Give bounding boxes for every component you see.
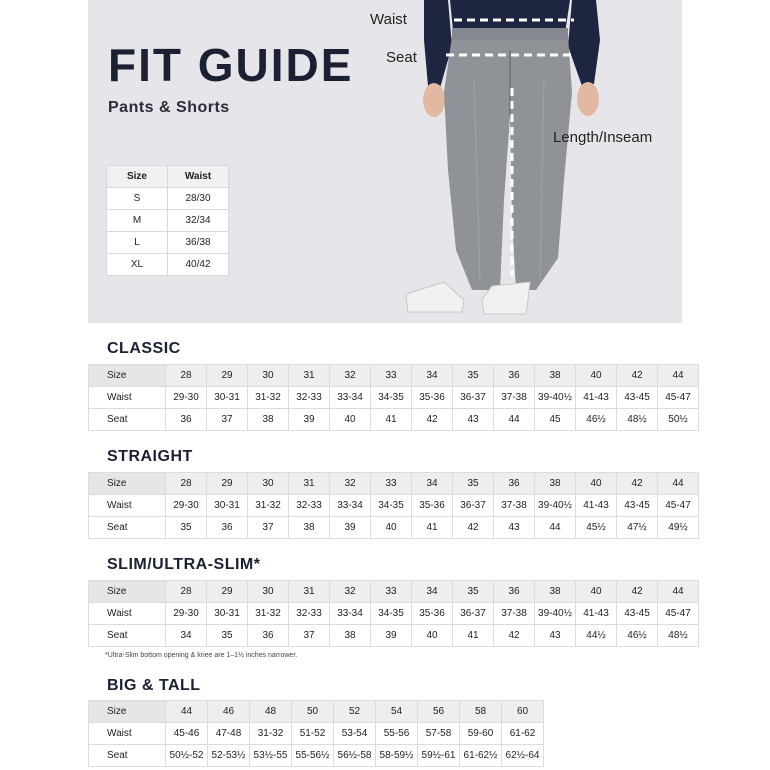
table-cell: 40 bbox=[412, 625, 453, 647]
table-cell: 46½ bbox=[617, 625, 658, 647]
table-cell: 36 bbox=[494, 473, 535, 495]
basic-size-row bbox=[107, 188, 229, 210]
table-cell: 36-37 bbox=[453, 495, 494, 517]
table-cell: 31-32 bbox=[248, 495, 289, 517]
table-cell: 45-46 bbox=[166, 723, 208, 745]
model-pants-illustration bbox=[388, 0, 628, 323]
row-label-cell: Size bbox=[89, 701, 166, 723]
header-cell: Size bbox=[107, 166, 168, 188]
table-cell: 40 bbox=[576, 581, 617, 603]
table-cell: 35 bbox=[453, 581, 494, 603]
left-shoe-shape bbox=[406, 282, 464, 312]
big-tall-title: BIG & TALL bbox=[107, 677, 201, 694]
waist-row bbox=[89, 723, 544, 745]
seat-row bbox=[89, 745, 544, 767]
table-cell: 45-47 bbox=[658, 495, 699, 517]
table-cell: 44 bbox=[658, 581, 699, 603]
table-cell: 38 bbox=[535, 473, 576, 495]
table-cell: 30-31 bbox=[207, 603, 248, 625]
table-cell: 31-32 bbox=[248, 603, 289, 625]
waist-cell: 40/42 bbox=[168, 254, 229, 276]
table-cell: 31-32 bbox=[250, 723, 292, 745]
table-cell: 50 bbox=[292, 701, 334, 723]
table-cell: 29 bbox=[207, 473, 248, 495]
table-cell: 33 bbox=[371, 473, 412, 495]
seat-label: Seat bbox=[386, 49, 417, 66]
table-cell: 29-30 bbox=[166, 387, 207, 409]
table-cell: 32 bbox=[330, 473, 371, 495]
straight-title: STRAIGHT bbox=[107, 448, 193, 465]
table-cell: 35 bbox=[453, 473, 494, 495]
table-cell: 36-37 bbox=[453, 603, 494, 625]
waist-cell: 28/30 bbox=[168, 188, 229, 210]
table-cell: 29-30 bbox=[166, 603, 207, 625]
table-cell: 35-36 bbox=[412, 603, 453, 625]
table-cell: 50½-52 bbox=[166, 745, 208, 767]
table-cell: 53½-55 bbox=[250, 745, 292, 767]
table-cell: 42 bbox=[617, 581, 658, 603]
table-cell: 48½ bbox=[617, 409, 658, 431]
table-cell: 37 bbox=[207, 409, 248, 431]
table-cell: 34 bbox=[166, 625, 207, 647]
table-cell: 44½ bbox=[576, 625, 617, 647]
table-cell: 48½ bbox=[658, 625, 699, 647]
classic-size-table bbox=[88, 364, 699, 431]
waist-row bbox=[89, 603, 699, 625]
table-cell: 45-47 bbox=[658, 603, 699, 625]
pants-shape bbox=[444, 36, 572, 290]
table-cell: 34 bbox=[412, 365, 453, 387]
basic-size-row bbox=[107, 254, 229, 276]
row-label-cell: Seat bbox=[89, 409, 166, 431]
table-cell: 42 bbox=[494, 625, 535, 647]
table-cell: 34-35 bbox=[371, 495, 412, 517]
table-cell: 53-54 bbox=[334, 723, 376, 745]
table-cell: 35 bbox=[166, 517, 207, 539]
size-header-row bbox=[89, 365, 699, 387]
table-cell: 38 bbox=[535, 581, 576, 603]
table-cell: 32 bbox=[330, 365, 371, 387]
table-cell: 32 bbox=[330, 581, 371, 603]
table-cell: 44 bbox=[166, 701, 208, 723]
table-cell: 36 bbox=[494, 365, 535, 387]
table-cell: 31-32 bbox=[248, 387, 289, 409]
table-cell: 33-34 bbox=[330, 495, 371, 517]
slim-title: SLIM/ULTRA-SLIM* bbox=[107, 556, 261, 573]
table-cell: 52 bbox=[334, 701, 376, 723]
row-label-cell: Waist bbox=[89, 723, 166, 745]
table-cell: 37-38 bbox=[494, 495, 535, 517]
basic-size-row bbox=[107, 232, 229, 254]
row-label-cell: Seat bbox=[89, 625, 166, 647]
table-cell: 55-56 bbox=[376, 723, 418, 745]
table-cell: 39-40½ bbox=[535, 603, 576, 625]
row-label-cell: Waist bbox=[89, 603, 166, 625]
table-cell: 33-34 bbox=[330, 603, 371, 625]
table-cell: 61-62½ bbox=[460, 745, 502, 767]
table-cell: 47-48 bbox=[208, 723, 250, 745]
table-cell: 42 bbox=[453, 517, 494, 539]
size-cell: S bbox=[107, 188, 168, 210]
page-subtitle: Pants & Shorts bbox=[108, 99, 230, 116]
table-cell: 47½ bbox=[617, 517, 658, 539]
table-cell: 41 bbox=[412, 517, 453, 539]
right-arm-shape bbox=[568, 0, 600, 86]
table-cell: 33 bbox=[371, 581, 412, 603]
table-cell: 30 bbox=[248, 365, 289, 387]
row-label-cell: Size bbox=[89, 473, 166, 495]
table-cell: 43 bbox=[494, 517, 535, 539]
table-cell: 44 bbox=[658, 365, 699, 387]
table-cell: 49½ bbox=[658, 517, 699, 539]
table-cell: 42 bbox=[617, 365, 658, 387]
seat-row bbox=[89, 625, 699, 647]
table-cell: 59-60 bbox=[460, 723, 502, 745]
big-tall-size-table bbox=[88, 700, 544, 767]
header-cell: Waist bbox=[168, 166, 229, 188]
table-cell: 36 bbox=[494, 581, 535, 603]
table-cell: 34-35 bbox=[371, 603, 412, 625]
table-cell: 41 bbox=[453, 625, 494, 647]
table-cell: 46 bbox=[208, 701, 250, 723]
table-cell: 41-43 bbox=[576, 387, 617, 409]
table-cell: 33-34 bbox=[330, 387, 371, 409]
table-cell: 34 bbox=[412, 581, 453, 603]
table-cell: 42 bbox=[617, 473, 658, 495]
right-hand-shape bbox=[577, 82, 599, 116]
table-cell: 60 bbox=[502, 701, 544, 723]
table-cell: 29 bbox=[207, 581, 248, 603]
table-cell: 35-36 bbox=[412, 495, 453, 517]
table-cell: 58 bbox=[460, 701, 502, 723]
seat-row bbox=[89, 517, 699, 539]
classic-title: CLASSIC bbox=[107, 340, 181, 357]
table-cell: 58-59½ bbox=[376, 745, 418, 767]
table-cell: 43-45 bbox=[617, 495, 658, 517]
size-cell: L bbox=[107, 232, 168, 254]
slim-size-table bbox=[88, 580, 699, 647]
table-cell: 30 bbox=[248, 581, 289, 603]
table-cell: 39 bbox=[371, 625, 412, 647]
table-cell: 43 bbox=[453, 409, 494, 431]
table-cell: 44 bbox=[535, 517, 576, 539]
table-cell: 33 bbox=[371, 365, 412, 387]
fit-guide-hero bbox=[88, 0, 682, 323]
table-cell: 32-33 bbox=[289, 387, 330, 409]
waistband-shape bbox=[452, 28, 568, 40]
waist-row bbox=[89, 495, 699, 517]
row-label-cell: Seat bbox=[89, 517, 166, 539]
left-hand-shape bbox=[423, 83, 445, 117]
ultra-slim-footnote: *Ultra-Slim bottom opening & knee are 1–1½ inches narrower. bbox=[105, 652, 298, 659]
table-cell: 40 bbox=[576, 365, 617, 387]
table-cell: 39 bbox=[289, 409, 330, 431]
table-cell: 30 bbox=[248, 473, 289, 495]
size-header-row bbox=[89, 581, 699, 603]
table-cell: 40 bbox=[371, 517, 412, 539]
row-label-cell: Size bbox=[89, 581, 166, 603]
table-cell: 48 bbox=[250, 701, 292, 723]
table-cell: 51-52 bbox=[292, 723, 334, 745]
table-cell: 39-40½ bbox=[535, 495, 576, 517]
size-cell: M bbox=[107, 210, 168, 232]
table-cell: 28 bbox=[166, 581, 207, 603]
table-cell: 43-45 bbox=[617, 387, 658, 409]
table-cell: 39-40½ bbox=[535, 387, 576, 409]
table-cell: 38 bbox=[330, 625, 371, 647]
table-cell: 39 bbox=[330, 517, 371, 539]
table-cell: 31 bbox=[289, 473, 330, 495]
waist-row bbox=[89, 387, 699, 409]
table-cell: 41-43 bbox=[576, 495, 617, 517]
table-cell: 44 bbox=[658, 473, 699, 495]
table-cell: 36 bbox=[207, 517, 248, 539]
row-label-cell: Seat bbox=[89, 745, 166, 767]
size-header-row bbox=[89, 473, 699, 495]
size-cell: XL bbox=[107, 254, 168, 276]
table-cell: 42 bbox=[412, 409, 453, 431]
row-label-cell: Size bbox=[89, 365, 166, 387]
table-cell: 35 bbox=[453, 365, 494, 387]
table-cell: 36 bbox=[166, 409, 207, 431]
table-cell: 52-53½ bbox=[208, 745, 250, 767]
waist-cell: 32/34 bbox=[168, 210, 229, 232]
table-cell: 55-56½ bbox=[292, 745, 334, 767]
table-cell: 36-37 bbox=[453, 387, 494, 409]
table-cell: 35-36 bbox=[412, 387, 453, 409]
table-cell: 59½-61 bbox=[418, 745, 460, 767]
row-label-cell: Waist bbox=[89, 387, 166, 409]
table-cell: 45-47 bbox=[658, 387, 699, 409]
straight-size-table bbox=[88, 472, 699, 539]
table-cell: 32-33 bbox=[289, 495, 330, 517]
table-cell: 40 bbox=[330, 409, 371, 431]
table-cell: 43 bbox=[535, 625, 576, 647]
basic-size-row bbox=[107, 210, 229, 232]
table-cell: 56½-58 bbox=[334, 745, 376, 767]
table-cell: 30-31 bbox=[207, 387, 248, 409]
table-cell: 28 bbox=[166, 473, 207, 495]
table-cell: 45 bbox=[535, 409, 576, 431]
table-cell: 37-38 bbox=[494, 603, 535, 625]
table-cell: 61-62 bbox=[502, 723, 544, 745]
table-cell: 38 bbox=[289, 517, 330, 539]
table-cell: 29 bbox=[207, 365, 248, 387]
table-cell: 38 bbox=[248, 409, 289, 431]
table-cell: 56 bbox=[418, 701, 460, 723]
table-cell: 54 bbox=[376, 701, 418, 723]
table-cell: 28 bbox=[166, 365, 207, 387]
table-cell: 31 bbox=[289, 581, 330, 603]
table-cell: 35 bbox=[207, 625, 248, 647]
table-cell: 43-45 bbox=[617, 603, 658, 625]
table-cell: 37 bbox=[289, 625, 330, 647]
table-cell: 36 bbox=[248, 625, 289, 647]
table-cell: 38 bbox=[535, 365, 576, 387]
table-cell: 44 bbox=[494, 409, 535, 431]
table-cell: 34 bbox=[412, 473, 453, 495]
table-cell: 57-58 bbox=[418, 723, 460, 745]
table-cell: 62½-64 bbox=[502, 745, 544, 767]
table-cell: 46½ bbox=[576, 409, 617, 431]
page-title: FIT GUIDE bbox=[108, 39, 354, 91]
table-cell: 34-35 bbox=[371, 387, 412, 409]
waist-label: Waist bbox=[370, 11, 407, 28]
table-cell: 37 bbox=[248, 517, 289, 539]
table-cell: 45½ bbox=[576, 517, 617, 539]
basic-size-table bbox=[106, 165, 229, 276]
table-cell: 50½ bbox=[658, 409, 699, 431]
row-label-cell: Waist bbox=[89, 495, 166, 517]
table-cell: 40 bbox=[576, 473, 617, 495]
seat-row bbox=[89, 409, 699, 431]
table-cell: 31 bbox=[289, 365, 330, 387]
waist-cell: 36/38 bbox=[168, 232, 229, 254]
table-cell: 30-31 bbox=[207, 495, 248, 517]
table-cell: 41 bbox=[371, 409, 412, 431]
basic-size-header-row bbox=[107, 166, 229, 188]
table-cell: 41-43 bbox=[576, 603, 617, 625]
length-inseam-label: Length/Inseam bbox=[553, 129, 653, 146]
table-cell: 32-33 bbox=[289, 603, 330, 625]
table-cell: 37-38 bbox=[494, 387, 535, 409]
table-cell: 29-30 bbox=[166, 495, 207, 517]
size-header-row bbox=[89, 701, 544, 723]
